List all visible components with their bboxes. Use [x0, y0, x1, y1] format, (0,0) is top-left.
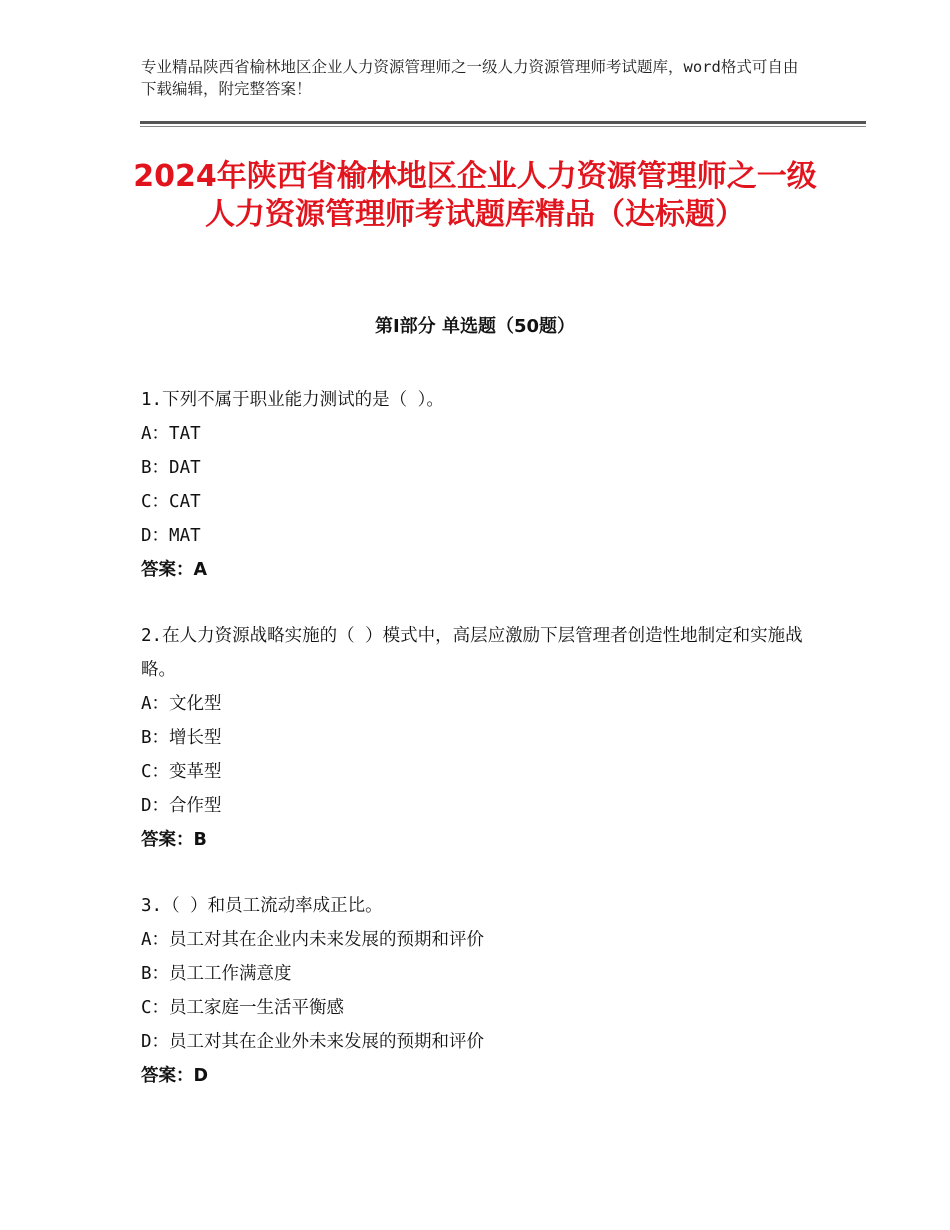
option-b: B：员工工作满意度	[141, 964, 292, 984]
answer: 答案：A	[141, 560, 208, 580]
question-stem: 1.下列不属于职业能力测试的是（ ）。	[141, 390, 444, 410]
option-a: A：文化型	[141, 694, 222, 714]
header-rule-thin	[140, 126, 866, 127]
answer: 答案：B	[141, 830, 207, 850]
section-heading: 第Ⅰ部分 单选题（50题）	[374, 316, 575, 337]
header-note: 专业精品陕西省榆林地区企业人力资源管理师之一级人力资源管理师考试题库，word格式可自由下载编辑，附完整答案！	[141, 58, 799, 98]
option-d: D：MAT	[141, 526, 201, 546]
option-b: B：增长型	[141, 728, 222, 748]
option-c: C：变革型	[141, 762, 222, 782]
question-1	[141, 383, 821, 587]
document-title: 2024年陕西省榆林地区企业人力资源管理师之一级人力资源管理师考试题库精品（达标题）	[133, 159, 817, 232]
question-stem: 3.（ ）和员工流动率成正比。	[141, 896, 383, 916]
header-rule-thick	[140, 121, 866, 124]
question-2	[141, 619, 821, 857]
question-list	[141, 383, 821, 1125]
option-d: D：员工对其在企业外未来发展的预期和评价	[141, 1032, 485, 1052]
answer: 答案：D	[141, 1066, 209, 1086]
option-a: A：员工对其在企业内未来发展的预期和评价	[141, 930, 485, 950]
question-stem: 2.在人力资源战略实施的（ ）模式中，高层应激励下层管理者创造性地制定和实施战略。	[141, 626, 803, 680]
option-b: B：DAT	[141, 458, 201, 478]
option-c: C：CAT	[141, 492, 201, 512]
option-a: A：TAT	[141, 424, 201, 444]
option-d: D：合作型	[141, 796, 222, 816]
option-c: C：员工家庭一生活平衡感	[141, 998, 345, 1018]
question-3	[141, 889, 821, 1093]
